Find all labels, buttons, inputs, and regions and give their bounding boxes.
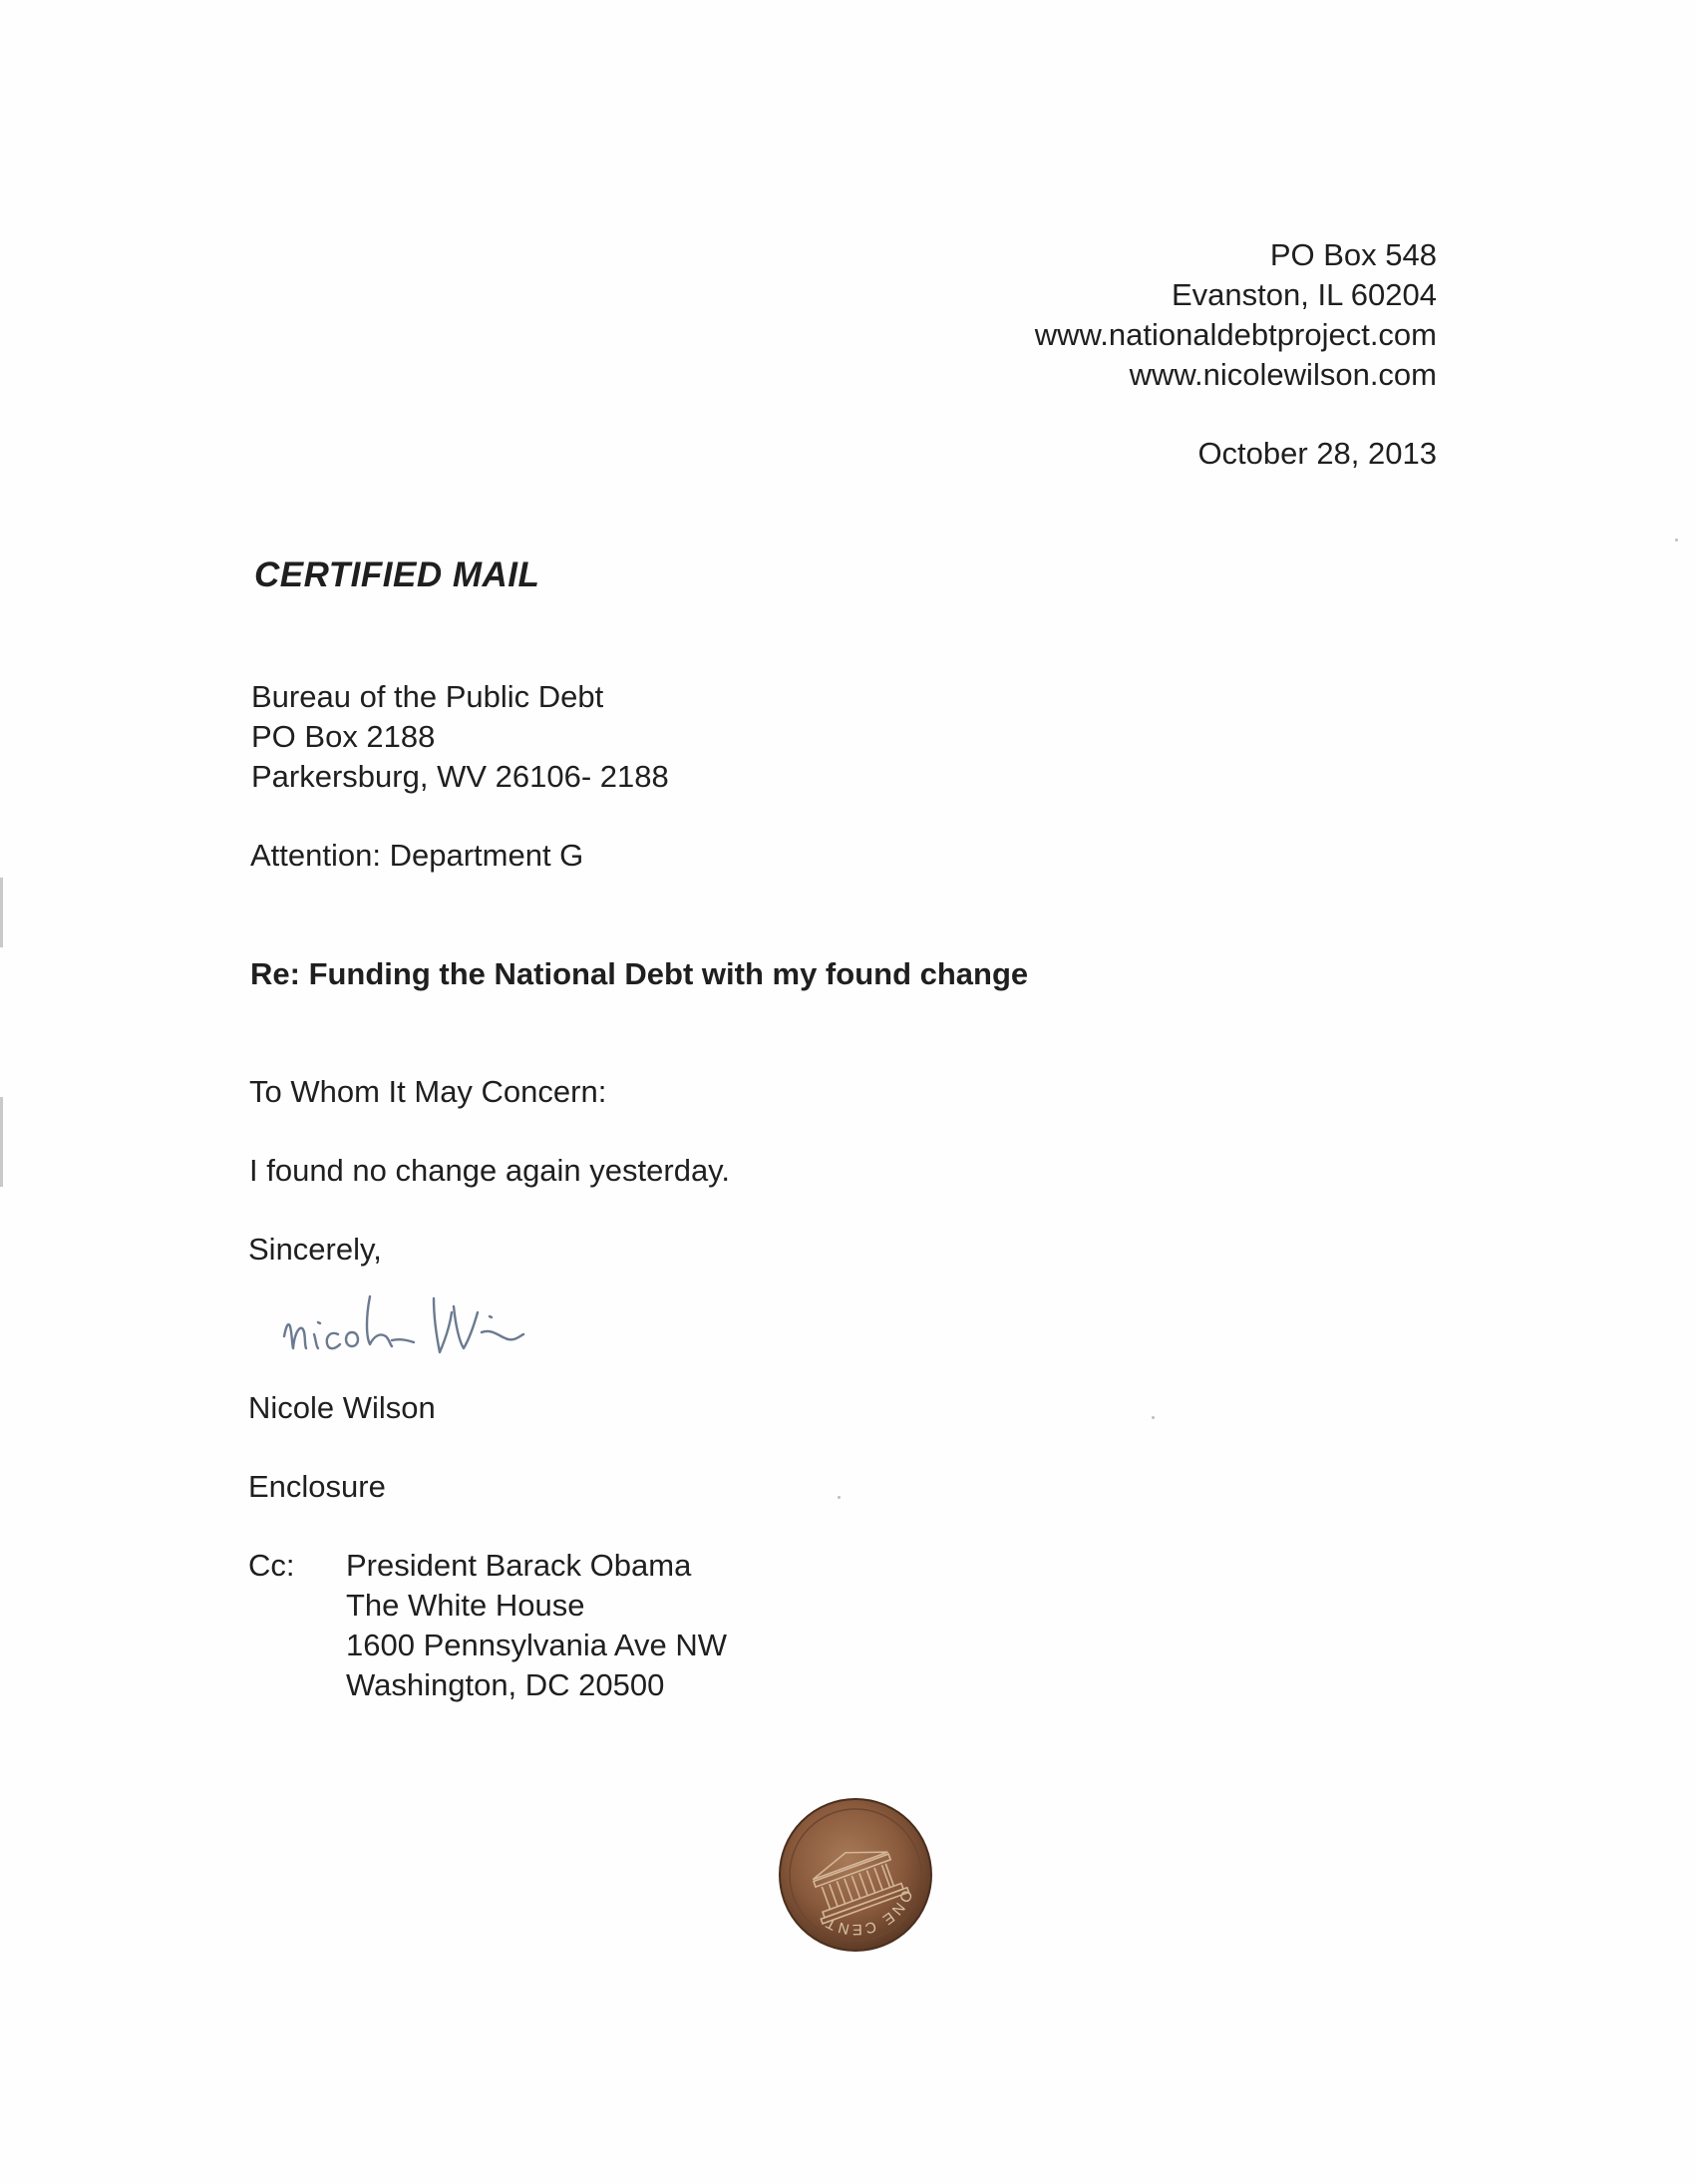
salutation: To Whom It May Concern: [249,1074,607,1109]
recipient-address-line: Parkersburg, WV 26106- 2188 [251,759,669,794]
scan-speck [1152,1416,1155,1419]
attention-line: Attention: Department G [250,838,584,873]
cc-address-line: Washington, DC 20500 [346,1667,665,1702]
recipient-address-line: Bureau of the Public Debt [251,679,604,714]
enclosure-note: Enclosure [248,1469,386,1504]
subject-line: Re: Funding the National Debt with my found change [250,956,1029,991]
recipient-address [251,677,669,797]
scan-speck [838,1496,841,1499]
scan-edge-mark [0,878,3,947]
return-address-line: Evanston, IL 60204 [1172,277,1437,312]
penny-icon [776,1795,935,1955]
scan-speck [1675,539,1678,542]
delivery-method: CERTIFIED MAIL [254,555,540,594]
cc-address-line: The White House [346,1588,585,1623]
scan-edge-mark [0,1097,3,1187]
cc-address-line: 1600 Pennsylvania Ave NW [346,1628,727,1662]
coin-inscription: ONE CENT [822,1887,916,1939]
recipient-address-line: PO Box 2188 [251,719,436,754]
return-address-website: www.nicolewilson.com [1129,357,1437,392]
handwritten-signature [274,1276,603,1376]
return-address-line: PO Box 548 [1269,237,1437,272]
cc-label: Cc: [248,1548,295,1583]
cc-address [346,1546,727,1705]
letter-date: October 28, 2013 [1197,436,1437,471]
cc-address-line: President Barack Obama [346,1548,692,1583]
signer-name: Nicole Wilson [248,1390,436,1425]
letter-body: I found no change again yesterday. [249,1153,730,1188]
return-address-website: www.nationaldebtproject.com [1034,317,1437,352]
closing: Sincerely, [248,1232,382,1267]
return-address [839,235,1437,395]
